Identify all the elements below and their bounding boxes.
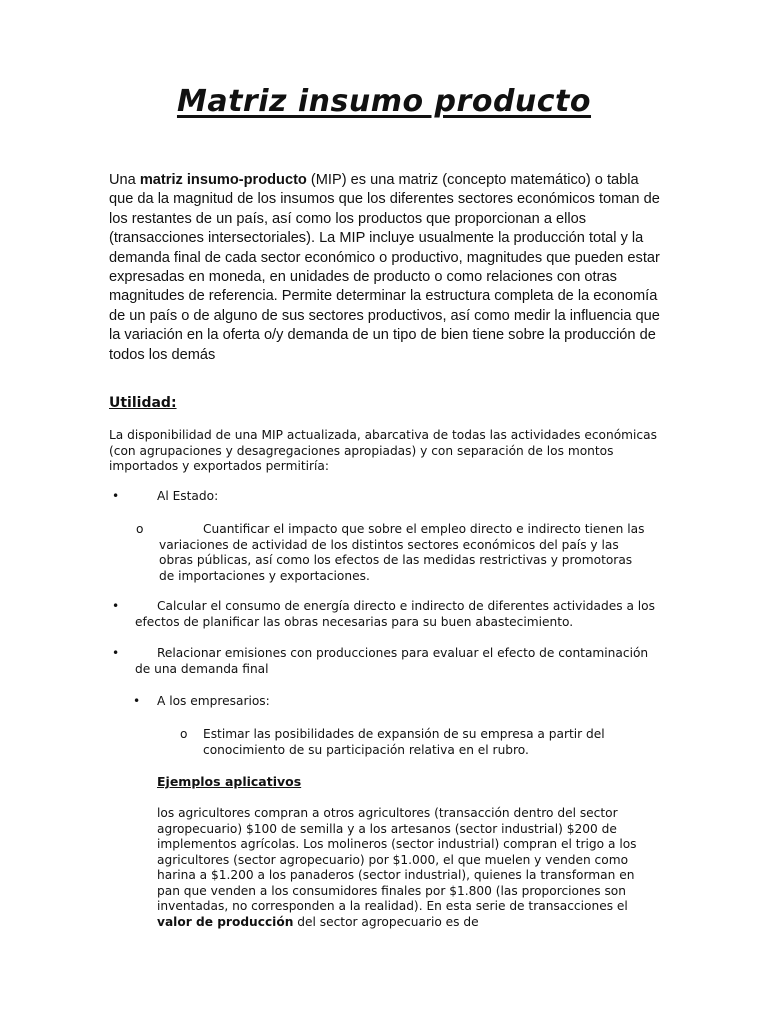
intro-text-rest: (MIP) es una matriz (concepto matemático) o tabla que da la magnitud de los insumos que los diferentes sectores económicos toman de los restantes de un país, así como los productos que proporcionan a ellos (transacciones intersectoriales). La MIP incluye usualmente la producción total y la demanda final de cada sector económico o productivo, magnitudes que pueden estar expresadas en moneda, en unidades de producto o como relaciones con otras magnitudes de referencia. Permite determinar la estructura completa de la economía de un país o de alguno de sus sectores productivos, así como medir la influencia que la variación en la oferta o/y demanda de un tipo de bien tiene sobre la producción de todos los demás — [109, 172, 660, 363]
list-item-empresarios: A los empresarios: — [157, 694, 270, 708]
intro-text-start: Una — [109, 172, 140, 188]
list-item-estado: Al Estado: — [157, 489, 219, 503]
sub-bullet-icon: o — [136, 522, 144, 536]
page-title: Matriz insumo producto — [176, 84, 592, 119]
bullet-icon: • — [133, 694, 141, 708]
bullet-icon: • — [112, 489, 120, 503]
bullet-icon: • — [112, 646, 120, 660]
ejemplos-text-start: los agricultores compran a otros agricultores (transacción dentro del sector agropecuario) $100 de semilla y a los artesanos (sector industrial) $200 de implementos agrícolas. Los molineros (sector industrial) compran el trigo a los agricultores (sector agropecuario) por $1.000, el que muelen y venden como harina a $1.200 a los panaderos (sector industrial), quienes la transforman en pan que venden a los consumidores finales por $1.800 (las proporciones son inventadas, no corresponden a la realidad). En esta serie de transacciones el — [157, 806, 637, 913]
list-item-energia: Calcular el consumo de energía directo e indirecto de diferentes actividades a los efectos de planificar las obras necesarias para su buen abastecimiento. — [135, 599, 655, 629]
bullet-icon: • — [112, 599, 120, 613]
ejemplos-heading: Ejemplos aplicativos — [157, 774, 302, 789]
intro-term: matriz insumo-producto — [139, 172, 307, 188]
ejemplos-term: valor de producción — [157, 914, 294, 929]
utilidad-paragraph: La disponibilidad de una MIP actualizada, abarcativa de todas las actividades económicas (con agrupaciones y desagregaciones apropiadas) y con separación de los montos importados y exportados permitiría: — [109, 428, 657, 473]
utilidad-heading: Utilidad: — [109, 395, 177, 411]
ejemplos-paragraph — [157, 806, 655, 930]
list-item-empresarios-expansion: Estimar las posibilidades de expansión de su empresa a partir del conocimiento de su participación relativa en el rubro. — [203, 727, 605, 757]
sub-bullet-icon: o — [180, 727, 188, 741]
list-item-emisiones: Relacionar emisiones con producciones para evaluar el efecto de contaminación de una demanda final — [135, 646, 649, 676]
ejemplos-text-end: del sector agropecuario es de — [293, 914, 479, 929]
list-item-estado-impacto: Cuantificar el impacto que sobre el empleo directo e indirecto tienen las variaciones de actividad de los distintos sectores económicos del país y las obras públicas, así como los efectos de las medidas restrictivas y promotoras de importaciones y exportaciones. — [159, 522, 645, 583]
intro-paragraph — [109, 171, 661, 365]
